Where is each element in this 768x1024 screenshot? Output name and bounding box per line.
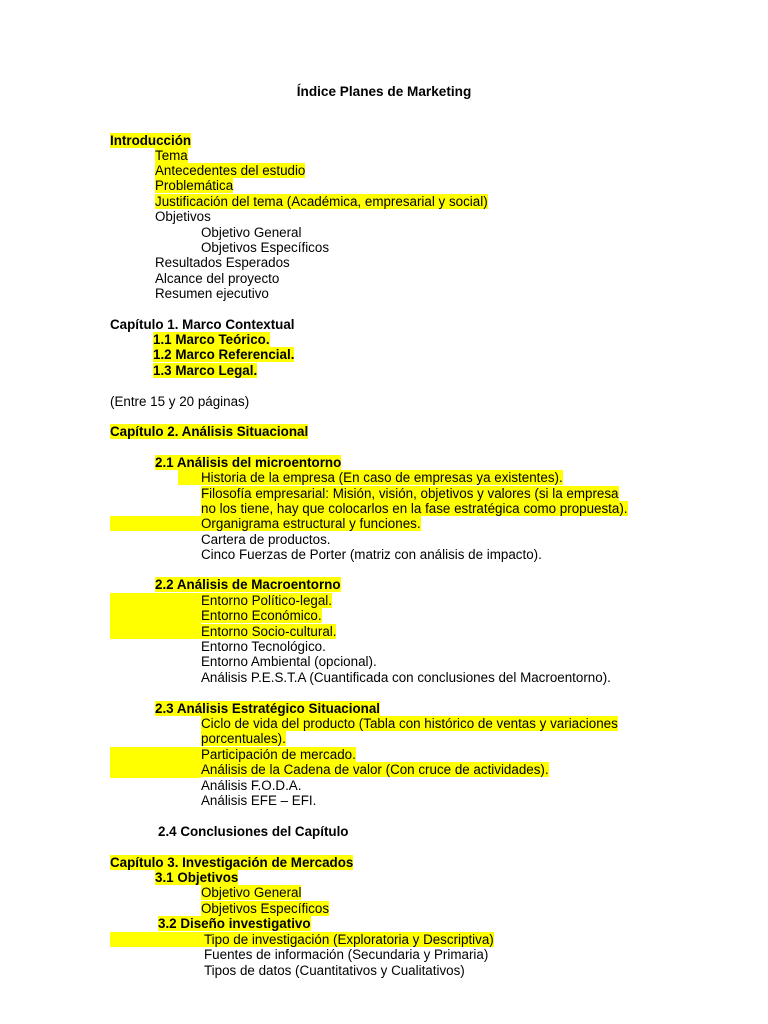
- section-2-2-heading: 2.2 Análisis de Macroentorno: [155, 577, 341, 592]
- section-2-2-item: Entorno Tecnológico.: [201, 639, 326, 654]
- intro-item: Tema: [155, 148, 188, 163]
- section-2-2-item: Entorno Ambiental (opcional).: [201, 654, 377, 669]
- section-3-2-heading: 3.2 Diseño investigativo: [158, 916, 311, 931]
- section-2-1-item: Cartera de productos.: [201, 532, 331, 547]
- section-2-1-heading: 2.1 Análisis del microentorno: [155, 455, 342, 470]
- intro-item: Resumen ejecutivo: [155, 286, 269, 301]
- section-2-3-item: Análisis F.O.D.A.: [201, 778, 302, 793]
- section-2-1-item: Organigrama estructural y funciones.: [201, 516, 421, 531]
- chapter1-heading: Capítulo 1. Marco Contextual: [110, 317, 295, 332]
- highlight-bar: [110, 593, 201, 639]
- chapter1-item: 1.2 Marco Referencial.: [153, 347, 295, 362]
- section-2-2-item: Entorno Económico.: [201, 608, 322, 623]
- chapter1-item: 1.3 Marco Legal.: [153, 363, 258, 378]
- chapter1-item: 1.1 Marco Teórico.: [153, 332, 270, 347]
- intro-item: Problemática: [155, 178, 234, 193]
- section-2-2-item: Análisis P.E.S.T.A (Cuantificada con conclusiones del Macroentorno).: [201, 670, 611, 685]
- section-2-1-item: Filosofía empresarial: Misión, visión, objetivos y valores (si la empresa: [201, 486, 619, 501]
- section-2-3-item: Análisis de la Cadena de valor (Con cruce de actividades).: [201, 762, 549, 777]
- section-2-3-item: Ciclo de vida del producto (Tabla con histórico de ventas y variaciones: [201, 716, 618, 731]
- section-3-1-item: Objetivo General: [201, 885, 302, 900]
- intro-item: Objetivos: [155, 209, 211, 224]
- intro-objective: Objetivos Específicos: [201, 240, 330, 255]
- document-title: Índice Planes de Marketing: [296, 84, 472, 99]
- section-2-3-item: Análisis EFE – EFI.: [201, 793, 317, 808]
- section-2-3-item: porcentuales).: [201, 731, 286, 746]
- section-2-1-item: no los tiene, hay que colocarlos en la fase estratégica como propuesta).: [201, 501, 628, 516]
- chapter2-heading: Capítulo 2. Análisis Situacional: [110, 424, 309, 439]
- chapter1-note: (Entre 15 y 20 páginas): [110, 394, 250, 409]
- chapter3-heading: Capítulo 3. Investigación de Mercados: [110, 855, 354, 870]
- section-3-2-item: Tipo de investigación (Exploratoria y Descriptiva): [204, 932, 494, 947]
- intro-item: Resultados Esperados: [155, 255, 290, 270]
- section-3-2-item: Fuentes de información (Secundaria y Primaria): [204, 947, 489, 962]
- section-2-1-item: Cinco Fuerzas de Porter (matriz con análisis de impacto).: [201, 547, 542, 562]
- section-2-3-item: Participación de mercado.: [201, 747, 356, 762]
- intro-item: Justificación del tema (Académica, empresarial y social): [155, 194, 488, 209]
- section-2-2-item: Entorno Socio-cultural.: [201, 624, 337, 639]
- section-2-2-item: Entorno Político-legal.: [201, 593, 333, 608]
- section-2-3-heading: 2.3 Análisis Estratégico Situacional: [155, 701, 380, 716]
- intro-item: Alcance del proyecto: [155, 271, 280, 286]
- highlight-bar: [110, 932, 204, 947]
- section-3-2-item: Tipos de datos (Cuantitativos y Cualitativos): [204, 963, 465, 978]
- highlight-bar: [178, 470, 201, 485]
- section-3-1-heading: 3.1 Objetivos: [155, 870, 239, 885]
- intro-item: Antecedentes del estudio: [155, 163, 306, 178]
- section-2-1-item: Historia de la empresa (En caso de empresas ya existentes).: [201, 470, 563, 485]
- section-2-4-heading: 2.4 Conclusiones del Capítulo: [158, 824, 349, 839]
- intro-objective: Objetivo General: [201, 225, 302, 240]
- section-3-1-item: Objetivos Específicos: [201, 901, 330, 916]
- highlight-bar: [110, 516, 201, 531]
- highlight-bar: [110, 747, 201, 778]
- intro-heading: Introducción: [110, 133, 192, 148]
